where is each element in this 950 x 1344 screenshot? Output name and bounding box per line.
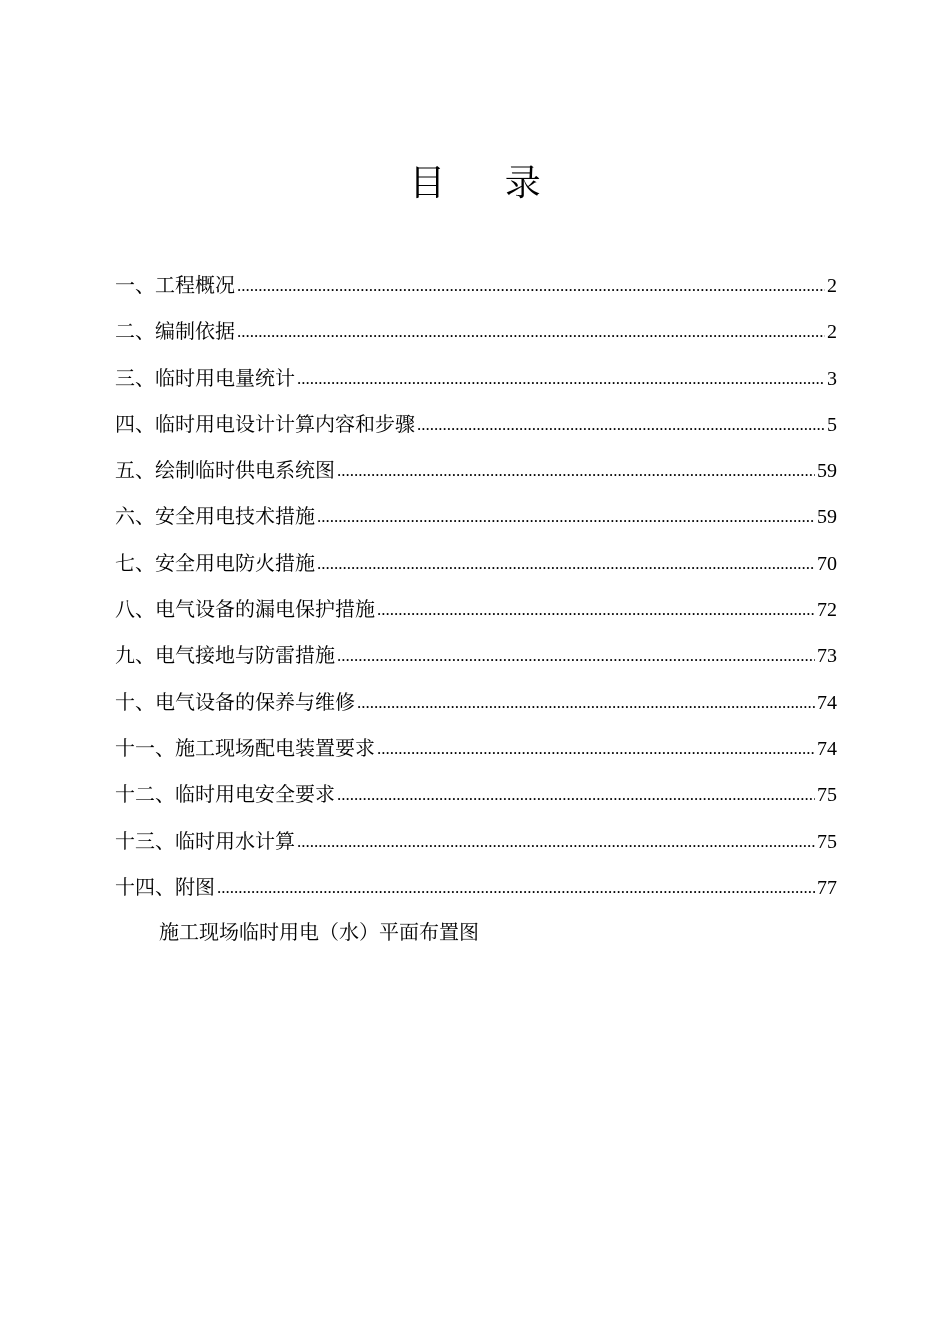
toc-entry[interactable] (115, 687, 837, 733)
toc-entry[interactable] (115, 826, 837, 872)
toc-entry-label: 八、电气设备的漏电保护措施 (115, 597, 375, 622)
toc-entry-label: 三、临时用电量统计 (115, 365, 295, 390)
toc-dot-leader (317, 500, 815, 532)
toc-page-number: 3 (827, 367, 837, 390)
toc-entry-label: 六、安全用电技术措施 (115, 504, 315, 529)
toc-entry-label: 十、电气设备的保养与维修 (115, 689, 355, 714)
toc-page-number: 75 (817, 830, 837, 853)
toc-page-number: 2 (827, 321, 837, 344)
toc-entry-label: 四、临时用电设计计算内容和步骤 (115, 411, 415, 436)
toc-page-number: 77 (817, 876, 837, 899)
toc-entry[interactable] (115, 640, 837, 686)
toc-list (115, 270, 837, 918)
toc-entry[interactable] (115, 363, 837, 409)
toc-entry-label: 一、工程概况 (115, 273, 235, 297)
toc-entry[interactable] (115, 316, 837, 362)
toc-entry[interactable] (115, 733, 837, 779)
toc-dot-leader (337, 639, 815, 671)
toc-page-number: 59 (817, 460, 837, 483)
toc-dot-leader (297, 825, 815, 857)
toc-entry-label: 十二、临时用电安全要求 (115, 782, 335, 807)
toc-dot-leader (217, 871, 815, 903)
toc-page-number: 5 (827, 413, 837, 436)
toc-title: 目 录 (409, 163, 565, 204)
toc-page-number: 59 (817, 506, 837, 529)
toc-entry-label: 五、绘制临时供电系统图 (115, 458, 335, 483)
toc-page-number: 74 (817, 691, 837, 714)
toc-page-number: 75 (817, 784, 837, 807)
toc-page-number: 70 (817, 552, 837, 575)
toc-entry[interactable] (115, 779, 837, 825)
toc-entry[interactable] (115, 594, 837, 640)
toc-entry-label: 二、编制依据 (115, 319, 235, 344)
toc-entry-label: 十三、临时用水计算 (115, 828, 295, 853)
toc-entry-label: 九、电气接地与防雷措施 (115, 643, 335, 668)
toc-entry[interactable] (115, 501, 837, 547)
toc-entry[interactable] (115, 270, 837, 316)
toc-entry-label: 十一、施工现场配电装置要求 (115, 735, 375, 760)
toc-dot-leader (237, 269, 825, 301)
toc-entry-label: 十四、附图 (115, 874, 215, 899)
toc-dot-leader (377, 593, 815, 625)
toc-dot-leader (297, 362, 825, 394)
toc-dot-leader (317, 547, 815, 579)
toc-entry[interactable] (115, 455, 837, 501)
toc-dot-leader (357, 686, 815, 718)
toc-entry[interactable] (115, 548, 837, 594)
toc-entry[interactable] (115, 872, 837, 918)
toc-sub-entry: 施工现场临时用电（水）平面布置图 (159, 920, 479, 944)
toc-dot-leader (237, 315, 825, 347)
toc-dot-leader (337, 454, 815, 486)
toc-entry-label: 七、安全用电防火措施 (115, 550, 315, 575)
toc-entry[interactable] (115, 409, 837, 455)
toc-dot-leader (337, 778, 815, 810)
toc-dot-leader (377, 732, 815, 764)
toc-page-number: 72 (817, 599, 837, 622)
toc-page-number: 2 (827, 275, 837, 297)
toc-page-number: 74 (817, 737, 837, 760)
toc-page-number: 73 (817, 645, 837, 668)
toc-dot-leader (417, 408, 825, 440)
